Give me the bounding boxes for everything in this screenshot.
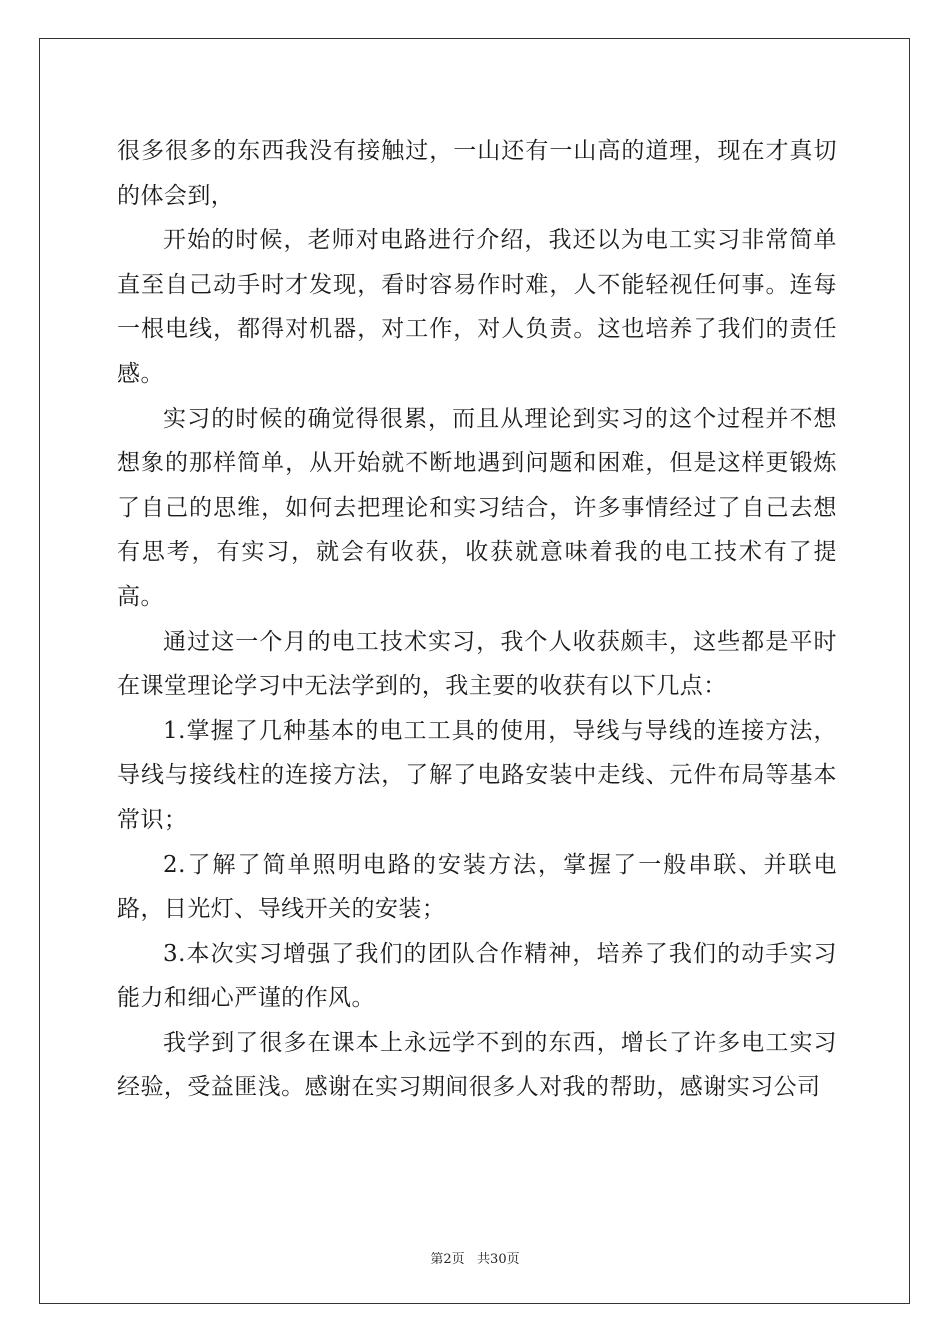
- paragraph-3: 实习的时候的确觉得很累，而且从理论到实习的这个过程并不想想象的那样简单，从开始就不断地遇到问题和困难，但是这样更锻炼了自己的思维，如何去把理论和实习结合，许多事情经过了自己去想有思考，有实习，就会有收获，收获就意味着我的电工技术有了提高。: [117, 405, 837, 610]
- page-number-footer: 第2页 共30页: [430, 1252, 520, 1267]
- paragraph-1: 很多很多的东西我没有接触过，一山还有一山高的道理，现在才真切的体会到，: [117, 138, 837, 209]
- paragraph-2: 开始的时候，老师对电路进行介绍，我还以为电工实习非常简单直至自己动手时才发现，看时容易作时难，人不能轻视任何事。连每一根电线，都得对机器，对工作，对人负责。这也培养了我们的责任感。: [117, 227, 837, 387]
- list-item-1: 1.掌握了几种基本的电工工具的使用，导线与导线的连接方法，导线与接线柱的连接方法，了解了电路安装中走线、元件布局等基本常识；: [117, 717, 837, 833]
- paragraph-5: 我学到了很多在课本上永远学不到的东西，增长了许多电工实习经验，受益匪浅。感谢在实习期间很多人对我的帮助，感谢实习公司: [117, 1029, 837, 1101]
- list-item-2: 2.了解了简单照明电路的安装方法，掌握了一般串联、并联电路，日光灯、导线开关的安装；: [117, 851, 837, 923]
- paragraph-4: 通过这一个月的电工技术实习，我个人收获颇丰，这些都是平时在课堂理论学习中无法学到的，我主要的收获有以下几点：: [117, 628, 837, 700]
- document-body: [117, 129, 837, 1110]
- list-item-3: 3.本次实习增强了我们的团队合作精神，培养了我们的动手实习能力和细心严谨的作风。: [117, 940, 837, 1012]
